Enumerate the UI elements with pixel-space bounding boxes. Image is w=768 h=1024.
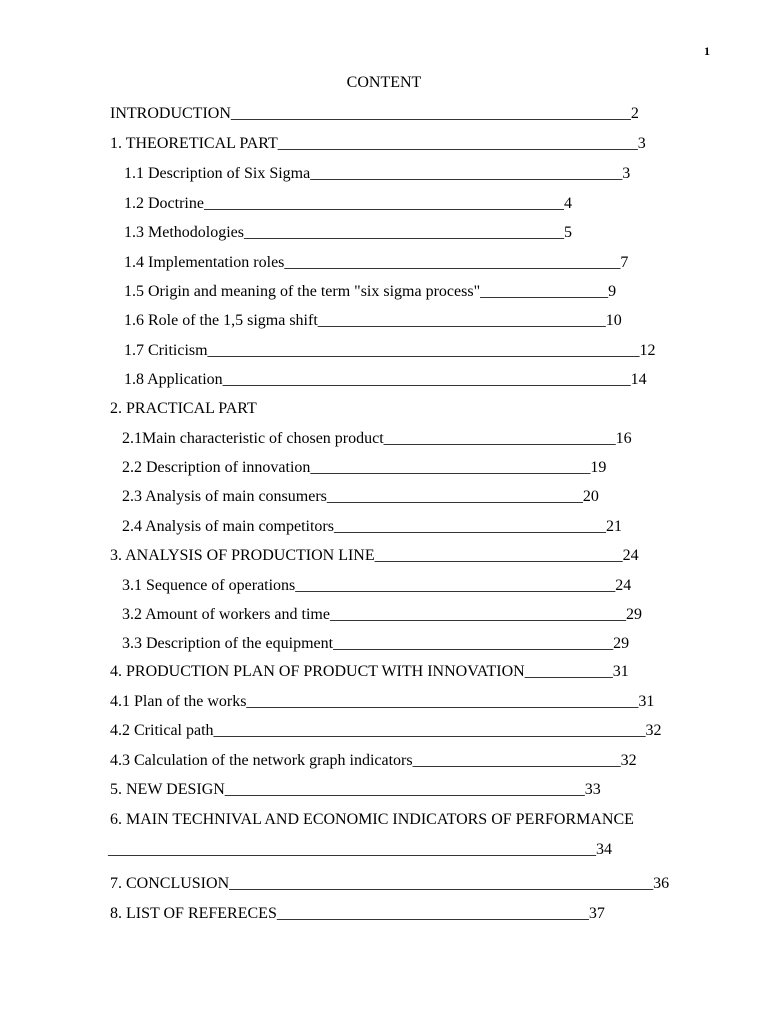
- toc-entry: 1.3 Methodologies________________________________________5: [124, 224, 572, 241]
- toc-entry: 8. LIST OF REFERECES_______________________________________37: [110, 905, 605, 922]
- toc-entry: 2.3 Analysis of main consumers________________________________20: [122, 488, 599, 505]
- toc-entry: 3.2 Amount of workers and time_____________________________________29: [122, 606, 642, 623]
- toc-entry: 4.1 Plan of the works_________________________________________________31: [110, 693, 655, 710]
- toc-entry: 3.3 Description of the equipment___________________________________29: [122, 635, 630, 652]
- toc-entry: 1.4 Implementation roles__________________________________________7: [124, 254, 629, 271]
- toc-entry: 3. ANALYSIS OF PRODUCTION LINE_______________________________24: [110, 547, 639, 564]
- toc-entry: 6. MAIN TECHNIVAL AND ECONOMIC INDICATORS OF PERFORMANCE: [110, 811, 634, 828]
- toc-entry: _____________________________________________________________34: [108, 841, 612, 858]
- toc-entry: 3.1 Sequence of operations________________________________________24: [122, 577, 632, 594]
- toc-entry: 1.1 Description of Six Sigma_______________________________________3: [124, 165, 631, 182]
- toc-entry: 1.6 Role of the 1,5 sigma shift____________________________________10: [124, 312, 622, 329]
- page-number: 1: [704, 44, 710, 58]
- toc-entry: 1.2 Doctrine_____________________________________________4: [124, 195, 572, 212]
- toc-entry: INTRODUCTION__________________________________________________2: [110, 105, 639, 122]
- toc-entry: 7. CONCLUSION_____________________________________________________36: [110, 875, 670, 892]
- toc-entry: 1.7 Criticism______________________________________________________12: [124, 342, 656, 359]
- toc-entry: 1.5 Origin and meaning of the term "six sigma process"________________9: [124, 283, 617, 300]
- toc-entry: 4.2 Critical path______________________________________________________32: [110, 722, 662, 739]
- toc-entry: 2. PRACTICAL PART: [110, 400, 257, 417]
- page-title: CONTENT: [346, 74, 422, 91]
- toc-entry: 2.1Main characteristic of chosen product_____________________________16: [122, 430, 632, 447]
- toc-entry: 4. PRODUCTION PLAN OF PRODUCT WITH INNOVATION___________31: [110, 663, 629, 680]
- toc-entry: 2.2 Description of innovation___________________________________19: [122, 459, 607, 476]
- toc-entry: 1.8 Application___________________________________________________14: [124, 371, 647, 388]
- toc-entry: 5. NEW DESIGN_____________________________________________33: [110, 781, 601, 798]
- toc-entry: 1. THEORETICAL PART_____________________________________________3: [110, 135, 646, 152]
- toc-entry: 2.4 Analysis of main competitors__________________________________21: [122, 518, 622, 535]
- toc-entry: 4.3 Calculation of the network graph indicators__________________________32: [110, 752, 637, 769]
